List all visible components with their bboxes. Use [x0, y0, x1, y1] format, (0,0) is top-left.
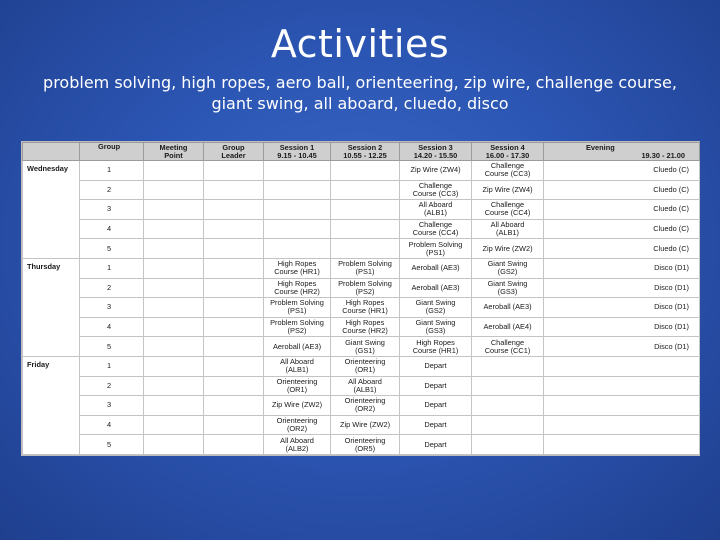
session-1-cell [264, 161, 331, 181]
group-leader-cell [204, 376, 264, 396]
table-row [23, 239, 700, 259]
group-leader-cell [204, 298, 264, 318]
evening-cell: Disco (D1) [544, 298, 700, 318]
header-session-2: Session 2 10.55 - 12.25 [331, 143, 400, 161]
group-cell: 3 [80, 396, 144, 416]
table-row [23, 180, 700, 200]
meeting-point-cell [144, 180, 204, 200]
session-2-cell: High Ropes Course (HR2) [331, 317, 400, 337]
table-row [23, 161, 700, 181]
table-row [23, 415, 700, 435]
group-cell: 2 [80, 180, 144, 200]
session-2-cell: Zip Wire (ZW2) [331, 415, 400, 435]
table-row [23, 278, 700, 298]
group-leader-cell [204, 415, 264, 435]
header-day [23, 143, 80, 161]
group-cell: 3 [80, 298, 144, 318]
evening-cell: Disco (D1) [544, 317, 700, 337]
evening-cell [544, 376, 700, 396]
evening-cell [544, 415, 700, 435]
group-leader-cell [204, 396, 264, 416]
group-cell: 5 [80, 239, 144, 259]
meeting-point-cell [144, 435, 204, 455]
evening-cell: Cluedo (C) [544, 180, 700, 200]
session-3-cell: Aeroball (AE3) [400, 278, 472, 298]
session-2-cell [331, 219, 400, 239]
session-2-cell: High Ropes Course (HR1) [331, 298, 400, 318]
group-leader-cell [204, 258, 264, 278]
table-row [23, 356, 700, 376]
session-3-cell: Giant Swing (GS3) [400, 317, 472, 337]
group-leader-cell [204, 161, 264, 181]
session-2-cell: Orienteering (OR5) [331, 435, 400, 455]
session-4-cell: All Aboard (ALB1) [472, 219, 544, 239]
meeting-point-cell [144, 415, 204, 435]
group-leader-cell [204, 219, 264, 239]
meeting-point-cell [144, 161, 204, 181]
session-1-cell: Orienteering (OR2) [264, 415, 331, 435]
session-4-cell: Challenge Course (CC4) [472, 200, 544, 220]
table-row [23, 376, 700, 396]
group-leader-cell [204, 180, 264, 200]
session-2-cell: Problem Solving (PS2) [331, 278, 400, 298]
group-cell: 4 [80, 415, 144, 435]
table-row [23, 219, 700, 239]
session-1-cell: All Aboard (ALB1) [264, 356, 331, 376]
session-4-cell [472, 415, 544, 435]
session-1-cell: Orienteering (OR1) [264, 376, 331, 396]
group-cell: 5 [80, 337, 144, 357]
session-1-cell [264, 219, 331, 239]
header-group-leader: Group Leader [204, 143, 264, 161]
session-2-cell [331, 239, 400, 259]
group-cell: 4 [80, 219, 144, 239]
session-1-cell: Aeroball (AE3) [264, 337, 331, 357]
evening-cell: Cluedo (C) [544, 161, 700, 181]
session-4-cell [472, 376, 544, 396]
slide-subtitle: problem solving, high ropes, aero ball, orienteering, zip wire, challenge course, giant swing, all aboard, cluedo, disco [43, 73, 677, 113]
group-cell: 1 [80, 356, 144, 376]
session-4-cell [472, 396, 544, 416]
evening-cell: Disco (D1) [544, 337, 700, 357]
session-2-cell [331, 161, 400, 181]
session-4-cell: Giant Swing (GS2) [472, 258, 544, 278]
header-row [23, 143, 700, 161]
meeting-point-cell [144, 337, 204, 357]
table-row [23, 396, 700, 416]
session-3-cell: High Ropes Course (HR1) [400, 337, 472, 357]
group-leader-cell [204, 356, 264, 376]
session-3-cell: All Aboard (ALB1) [400, 200, 472, 220]
meeting-point-cell [144, 258, 204, 278]
session-3-cell: Challenge Course (CC3) [400, 180, 472, 200]
group-cell: 2 [80, 376, 144, 396]
session-1-cell: Problem Solving (PS1) [264, 298, 331, 318]
session-3-cell: Aeroball (AE3) [400, 258, 472, 278]
group-cell: 3 [80, 200, 144, 220]
session-3-cell: Depart [400, 356, 472, 376]
session-4-cell: Giant Swing (GS3) [472, 278, 544, 298]
session-2-cell: Orienteering (OR1) [331, 356, 400, 376]
session-1-cell: Zip Wire (ZW2) [264, 396, 331, 416]
table-row [23, 317, 700, 337]
session-3-cell: Depart [400, 415, 472, 435]
session-3-cell: Depart [400, 396, 472, 416]
header-session-1: Session 1 9.15 - 10.45 [264, 143, 331, 161]
meeting-point-cell [144, 278, 204, 298]
meeting-point-cell [144, 317, 204, 337]
session-3-cell: Problem Solving (PS1) [400, 239, 472, 259]
session-1-cell [264, 200, 331, 220]
evening-cell: Cluedo (C) [544, 219, 700, 239]
session-3-cell: Challenge Course (CC4) [400, 219, 472, 239]
session-3-cell: Depart [400, 376, 472, 396]
session-4-cell: Challenge Course (CC3) [472, 161, 544, 181]
session-1-cell: High Ropes Course (HR1) [264, 258, 331, 278]
session-3-cell: Giant Swing (GS2) [400, 298, 472, 318]
session-3-cell: Depart [400, 435, 472, 455]
session-2-cell: Giant Swing (GS1) [331, 337, 400, 357]
group-cell: 1 [80, 161, 144, 181]
session-4-cell: Zip Wire (ZW2) [472, 239, 544, 259]
session-4-cell [472, 435, 544, 455]
group-leader-cell [204, 317, 264, 337]
schedule-body [23, 161, 700, 455]
session-1-cell: High Ropes Course (HR2) [264, 278, 331, 298]
evening-cell: Cluedo (C) [544, 200, 700, 220]
meeting-point-cell [144, 239, 204, 259]
group-leader-cell [204, 337, 264, 357]
evening-cell: Disco (D1) [544, 258, 700, 278]
schedule-table [22, 142, 700, 455]
session-3-cell: Zip Wire (ZW4) [400, 161, 472, 181]
header-session-4: Session 4 16.00 - 17.30 [472, 143, 544, 161]
schedule-table-container [21, 141, 700, 456]
session-4-cell: Zip Wire (ZW4) [472, 180, 544, 200]
group-cell: 1 [80, 258, 144, 278]
meeting-point-cell [144, 396, 204, 416]
session-2-cell [331, 200, 400, 220]
group-cell: 2 [80, 278, 144, 298]
group-leader-cell [204, 278, 264, 298]
session-2-cell: Orienteering (OR2) [331, 396, 400, 416]
day-label: Friday [23, 356, 80, 454]
session-4-cell: Aeroball (AE4) [472, 317, 544, 337]
day-label: Wednesday [23, 161, 80, 259]
group-cell: 5 [80, 435, 144, 455]
session-2-cell [331, 180, 400, 200]
header-evening: Evening 19.30 - 21.00 [544, 143, 700, 161]
group-leader-cell [204, 239, 264, 259]
table-row [23, 435, 700, 455]
group-cell: 4 [80, 317, 144, 337]
evening-cell [544, 356, 700, 376]
group-leader-cell [204, 435, 264, 455]
meeting-point-cell [144, 219, 204, 239]
session-1-cell: Problem Solving (PS2) [264, 317, 331, 337]
session-4-cell: Aeroball (AE3) [472, 298, 544, 318]
session-1-cell: All Aboard (ALB2) [264, 435, 331, 455]
table-row [23, 298, 700, 318]
session-2-cell: Problem Solving (PS1) [331, 258, 400, 278]
session-2-cell: All Aboard (ALB1) [331, 376, 400, 396]
meeting-point-cell [144, 200, 204, 220]
header-group: Group [80, 143, 144, 161]
session-4-cell [472, 356, 544, 376]
table-row [23, 337, 700, 357]
evening-cell: Cluedo (C) [544, 239, 700, 259]
header-session-3: Session 3 14.20 - 15.50 [400, 143, 472, 161]
meeting-point-cell [144, 376, 204, 396]
meeting-point-cell [144, 298, 204, 318]
table-row [23, 258, 700, 278]
evening-cell [544, 435, 700, 455]
session-4-cell: Challenge Course (CC1) [472, 337, 544, 357]
header-meeting-point: Meeting Point [144, 143, 204, 161]
table-row [23, 200, 700, 220]
session-1-cell [264, 239, 331, 259]
group-leader-cell [204, 200, 264, 220]
slide-title: Activities [270, 22, 450, 66]
day-label: Thursday [23, 258, 80, 356]
session-1-cell [264, 180, 331, 200]
meeting-point-cell [144, 356, 204, 376]
evening-cell: Disco (D1) [544, 278, 700, 298]
evening-cell [544, 396, 700, 416]
